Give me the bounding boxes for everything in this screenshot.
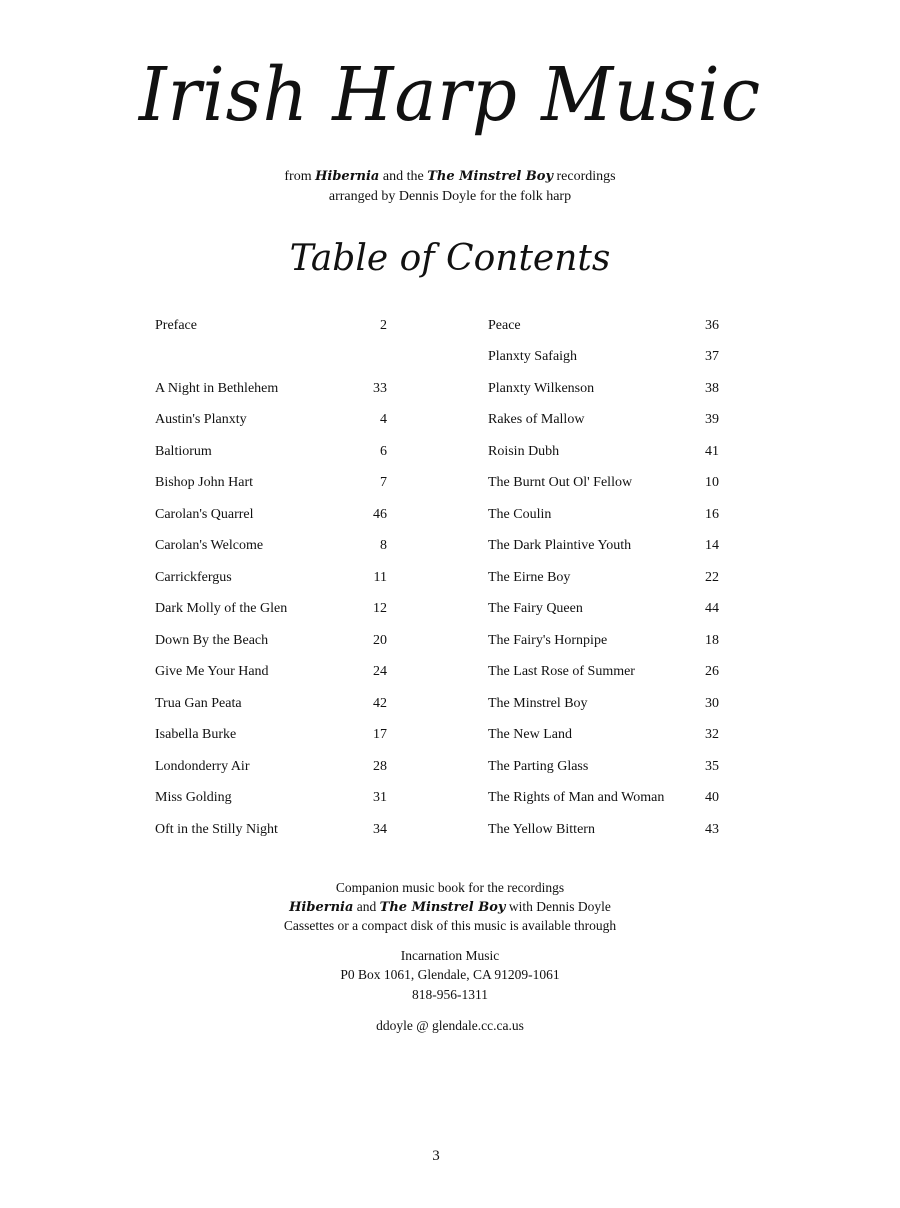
toc-entry-page: 41 xyxy=(705,443,719,459)
toc-entry xyxy=(155,468,387,500)
companion-line: Companion music book for the recordings xyxy=(335,880,565,895)
toc-entry-page: 4 xyxy=(380,412,387,428)
toc-entry xyxy=(488,814,719,846)
toc-entry-page: 30 xyxy=(705,695,719,711)
toc-entry xyxy=(155,657,387,689)
toc-entry-page: 20 xyxy=(373,632,387,648)
toc-entry xyxy=(155,625,387,657)
toc-entry xyxy=(488,436,719,468)
toc-entry-title: The Fairy's Hornpipe xyxy=(488,632,608,648)
contact-email: ddoyle @ glendale.cc.ca.us xyxy=(376,1018,524,1033)
publisher-name: Incarnation Music xyxy=(400,948,500,963)
toc-entry xyxy=(488,373,719,405)
toc-entry-page: 22 xyxy=(705,569,719,585)
toc-entry-title: The Dark Plaintive Youth xyxy=(488,538,632,554)
toc-entry xyxy=(155,688,387,720)
toc-entry-page: 35 xyxy=(705,758,719,774)
toc-entry-page: 34 xyxy=(373,821,387,837)
toc-entry-page: 16 xyxy=(705,506,719,522)
toc-entry xyxy=(488,625,719,657)
toc-entry-title: The Coulin xyxy=(488,506,552,522)
toc-left-column xyxy=(155,310,387,846)
toc-entry-title: The Minstrel Boy xyxy=(488,695,588,711)
toc-entry xyxy=(155,436,387,468)
toc-entry-page: 8 xyxy=(380,538,387,554)
publisher-address: P0 Box 1061, Glendale, CA 91209-1061 xyxy=(340,967,560,982)
toc-entry-title: Planxty Safaigh xyxy=(488,349,578,365)
toc-entry-page: 12 xyxy=(373,601,387,617)
toc-entry-title: The Burnt Out Ol' Fellow xyxy=(488,475,633,491)
toc-entry-title: Carrickfergus xyxy=(155,569,232,585)
toc-entry-title: Bishop John Hart xyxy=(155,475,253,491)
toc-entry xyxy=(155,531,387,563)
toc-entry-page: 26 xyxy=(705,664,719,680)
toc-entry xyxy=(155,783,387,815)
toc-entry-title: Miss Golding xyxy=(155,790,232,806)
toc-entry xyxy=(488,499,719,531)
footer-album-hibernia: Hibernia xyxy=(289,900,354,915)
toc-entry-page: 36 xyxy=(705,317,719,333)
toc-entry-title: Planxty Wilkenson xyxy=(488,380,595,396)
toc-entry xyxy=(488,310,719,342)
footer-and: and xyxy=(356,899,377,914)
toc-entry-page: 10 xyxy=(705,475,719,491)
subtitle-recordings: recordings xyxy=(556,169,616,184)
toc-heading: Table of Contents xyxy=(289,238,611,279)
subtitle-line xyxy=(0,168,900,186)
toc-entry-page: 42 xyxy=(373,695,387,711)
album-hibernia: Hibernia xyxy=(315,169,380,184)
toc-entry-page: 46 xyxy=(373,506,387,522)
toc-entry-page: 32 xyxy=(705,727,719,743)
toc-entry-title: A Night in Bethlehem xyxy=(155,380,279,396)
toc-right-column xyxy=(488,310,719,846)
publisher-phone: 818-956-1311 xyxy=(412,987,488,1002)
toc-entry-page: 17 xyxy=(373,727,387,743)
toc-entry xyxy=(155,405,387,437)
toc-entry-page: 2 xyxy=(380,317,387,333)
toc-entry-title: Carolan's Welcome xyxy=(155,538,264,554)
toc-entry-page: 31 xyxy=(373,790,387,806)
toc-entry-title: Preface xyxy=(155,317,197,333)
toc-entry xyxy=(488,688,719,720)
toc-entry xyxy=(155,751,387,783)
toc-entry xyxy=(155,562,387,594)
toc-entry-title: Austin's Planxty xyxy=(155,412,247,428)
toc-entry-page: 11 xyxy=(373,569,387,585)
toc-entry-title: The Rights of Man and Woman xyxy=(488,790,665,806)
toc-entry xyxy=(155,373,387,405)
toc-entry xyxy=(488,751,719,783)
toc-entry-title: The Eirne Boy xyxy=(488,569,571,585)
toc-entry-page: 38 xyxy=(705,380,719,396)
toc-entry-page: 6 xyxy=(380,443,387,459)
toc-entry xyxy=(488,720,719,752)
toc-entry-page: 43 xyxy=(705,821,719,837)
toc-entry-title: The New Land xyxy=(488,727,572,743)
toc-entry-title: Roisin Dubh xyxy=(488,443,560,459)
toc-entry-title: Trua Gan Peata xyxy=(155,695,242,711)
toc-entry xyxy=(488,783,719,815)
toc-spacer xyxy=(155,342,387,374)
toc-entry xyxy=(155,499,387,531)
companion-albums-line xyxy=(0,897,900,917)
toc-entry-title: The Fairy Queen xyxy=(488,601,583,617)
toc-entry xyxy=(488,468,719,500)
toc-entry xyxy=(488,562,719,594)
toc-entry xyxy=(155,720,387,752)
toc-entry-page: 33 xyxy=(373,380,387,396)
subtitle-and-the: and the xyxy=(382,169,424,184)
toc-entry xyxy=(488,405,719,437)
toc-entry-title: Carolan's Quarrel xyxy=(155,506,254,522)
footer-album-minstrel-boy: The Minstrel Boy xyxy=(379,900,506,915)
toc-entry-page: 7 xyxy=(380,475,387,491)
toc-entry xyxy=(488,531,719,563)
toc-entry-page: 18 xyxy=(705,632,719,648)
toc-entry-page: 39 xyxy=(705,412,719,428)
toc-entry-title: Londonderry Air xyxy=(155,758,250,774)
toc-entry xyxy=(488,594,719,626)
toc-entry-title: Rakes of Mallow xyxy=(488,412,585,428)
toc-entry-title: Peace xyxy=(488,317,521,333)
toc-entry xyxy=(155,594,387,626)
footer-with: with Dennis Doyle xyxy=(508,899,611,914)
toc-entry xyxy=(155,814,387,846)
toc-entry-page: 28 xyxy=(373,758,387,774)
toc-entry-title: Dark Molly of the Glen xyxy=(155,601,288,617)
toc-entry-title: Baltiorum xyxy=(155,443,212,459)
toc-entry-page: 40 xyxy=(705,790,719,806)
toc-entry-title: Down By the Beach xyxy=(155,632,269,648)
toc-entry-title: The Yellow Bittern xyxy=(488,821,595,837)
toc-entry xyxy=(155,310,387,342)
toc-entry-page: 44 xyxy=(705,601,719,617)
toc-entry-title: The Parting Glass xyxy=(488,758,589,774)
book-title: Irish Harp Music xyxy=(138,52,762,138)
subtitle-from: from xyxy=(284,169,312,184)
toc-entry-page: 37 xyxy=(705,349,719,365)
toc-entry xyxy=(488,657,719,689)
toc-entry-title: Isabella Burke xyxy=(155,727,237,743)
page-number: 3 xyxy=(432,1148,440,1164)
toc-entry xyxy=(488,342,719,374)
availability-line: Cassettes or a compact disk of this music is available through xyxy=(283,918,617,933)
toc-entry-title: The Last Rose of Summer xyxy=(488,664,635,680)
album-minstrel-boy: The Minstrel Boy xyxy=(427,169,554,184)
toc-entry-title: Oft in the Stilly Night xyxy=(155,821,278,837)
toc-entry-title: Give Me Your Hand xyxy=(155,664,269,680)
arranger-line: arranged by Dennis Doyle for the folk harp xyxy=(328,189,572,204)
toc-entry-page: 24 xyxy=(373,664,387,680)
toc-entry-page: 14 xyxy=(705,538,719,554)
